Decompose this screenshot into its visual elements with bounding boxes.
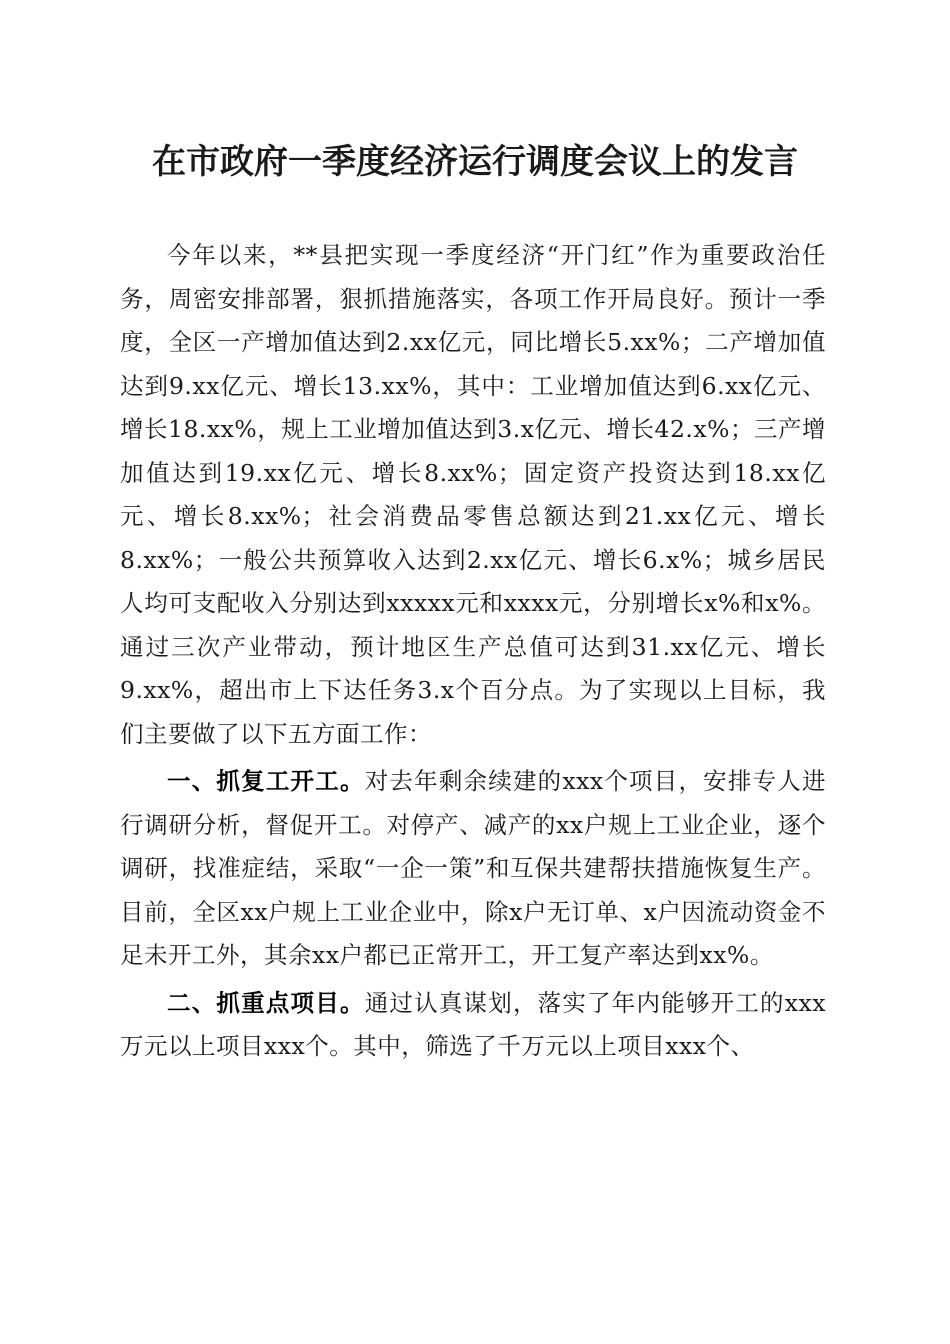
paragraph-section-1	[120, 760, 826, 978]
paragraph-heading: 一、抓复工开工。	[167, 767, 365, 795]
paragraph-section-2	[120, 982, 826, 1069]
document-body	[120, 234, 826, 1069]
paragraph-intro	[120, 234, 826, 756]
paragraph-heading: 二、抓重点项目。	[167, 988, 365, 1017]
paragraph-text: 对去年剩余续建的xxx个项目，安排专人进行调研分析，督促开工。对停产、减产的xx户规上工业企业，逐个调研，找准症结，采取“一企一策”和互保共建帮扶措施恢复生产。目前，全区xx户规上工业企业中，除x户无订单、x户因流动资金不足未开工外，其余xx户都已正常开工，开工复产率达到xx%。	[120, 767, 827, 969]
document-title: 在市政府一季度经济运行调度会议上的发言	[152, 142, 798, 182]
paragraph-text: 通过认真谋划，落实了年内能够开工的xxx万元以上项目xxx个。其中，筛选了千万元以上项目xxx个、	[120, 988, 827, 1060]
paragraph-text: 今年以来，**县把实现一季度经济“开门红”作为重要政治任务，周密安排部署，狠抓措施落实，各项工作开局良好。预计一季度，全区一产增加值达到2.xx亿元，同比增长5.xx%；二产增加值达到9.xx亿元、增长13.xx%，其中：工业增加值达到6.xx亿元、增长18.xx%，规上工业增加值达到3.x亿元、增长42.x%；三产增加值达到19.xx亿元、增长8.xx%；固定资产投资达到18.xx亿元、增长8.xx%；社会消费品零售总额达到21.xx亿元、增长8.xx%；一般公共预算收入达到2.xx亿元、增长6.x%；城乡居民人均可支配收入分别达到xxxxx元和xxxx元，分别增长x%和x%。通过三次产业带动，预计地区生产总值可达到31.xx亿元、增长9.xx%，超出市上下达任务3.x个百分点。为了实现以上目标，我们主要做了以下五方面工作：	[120, 241, 826, 748]
